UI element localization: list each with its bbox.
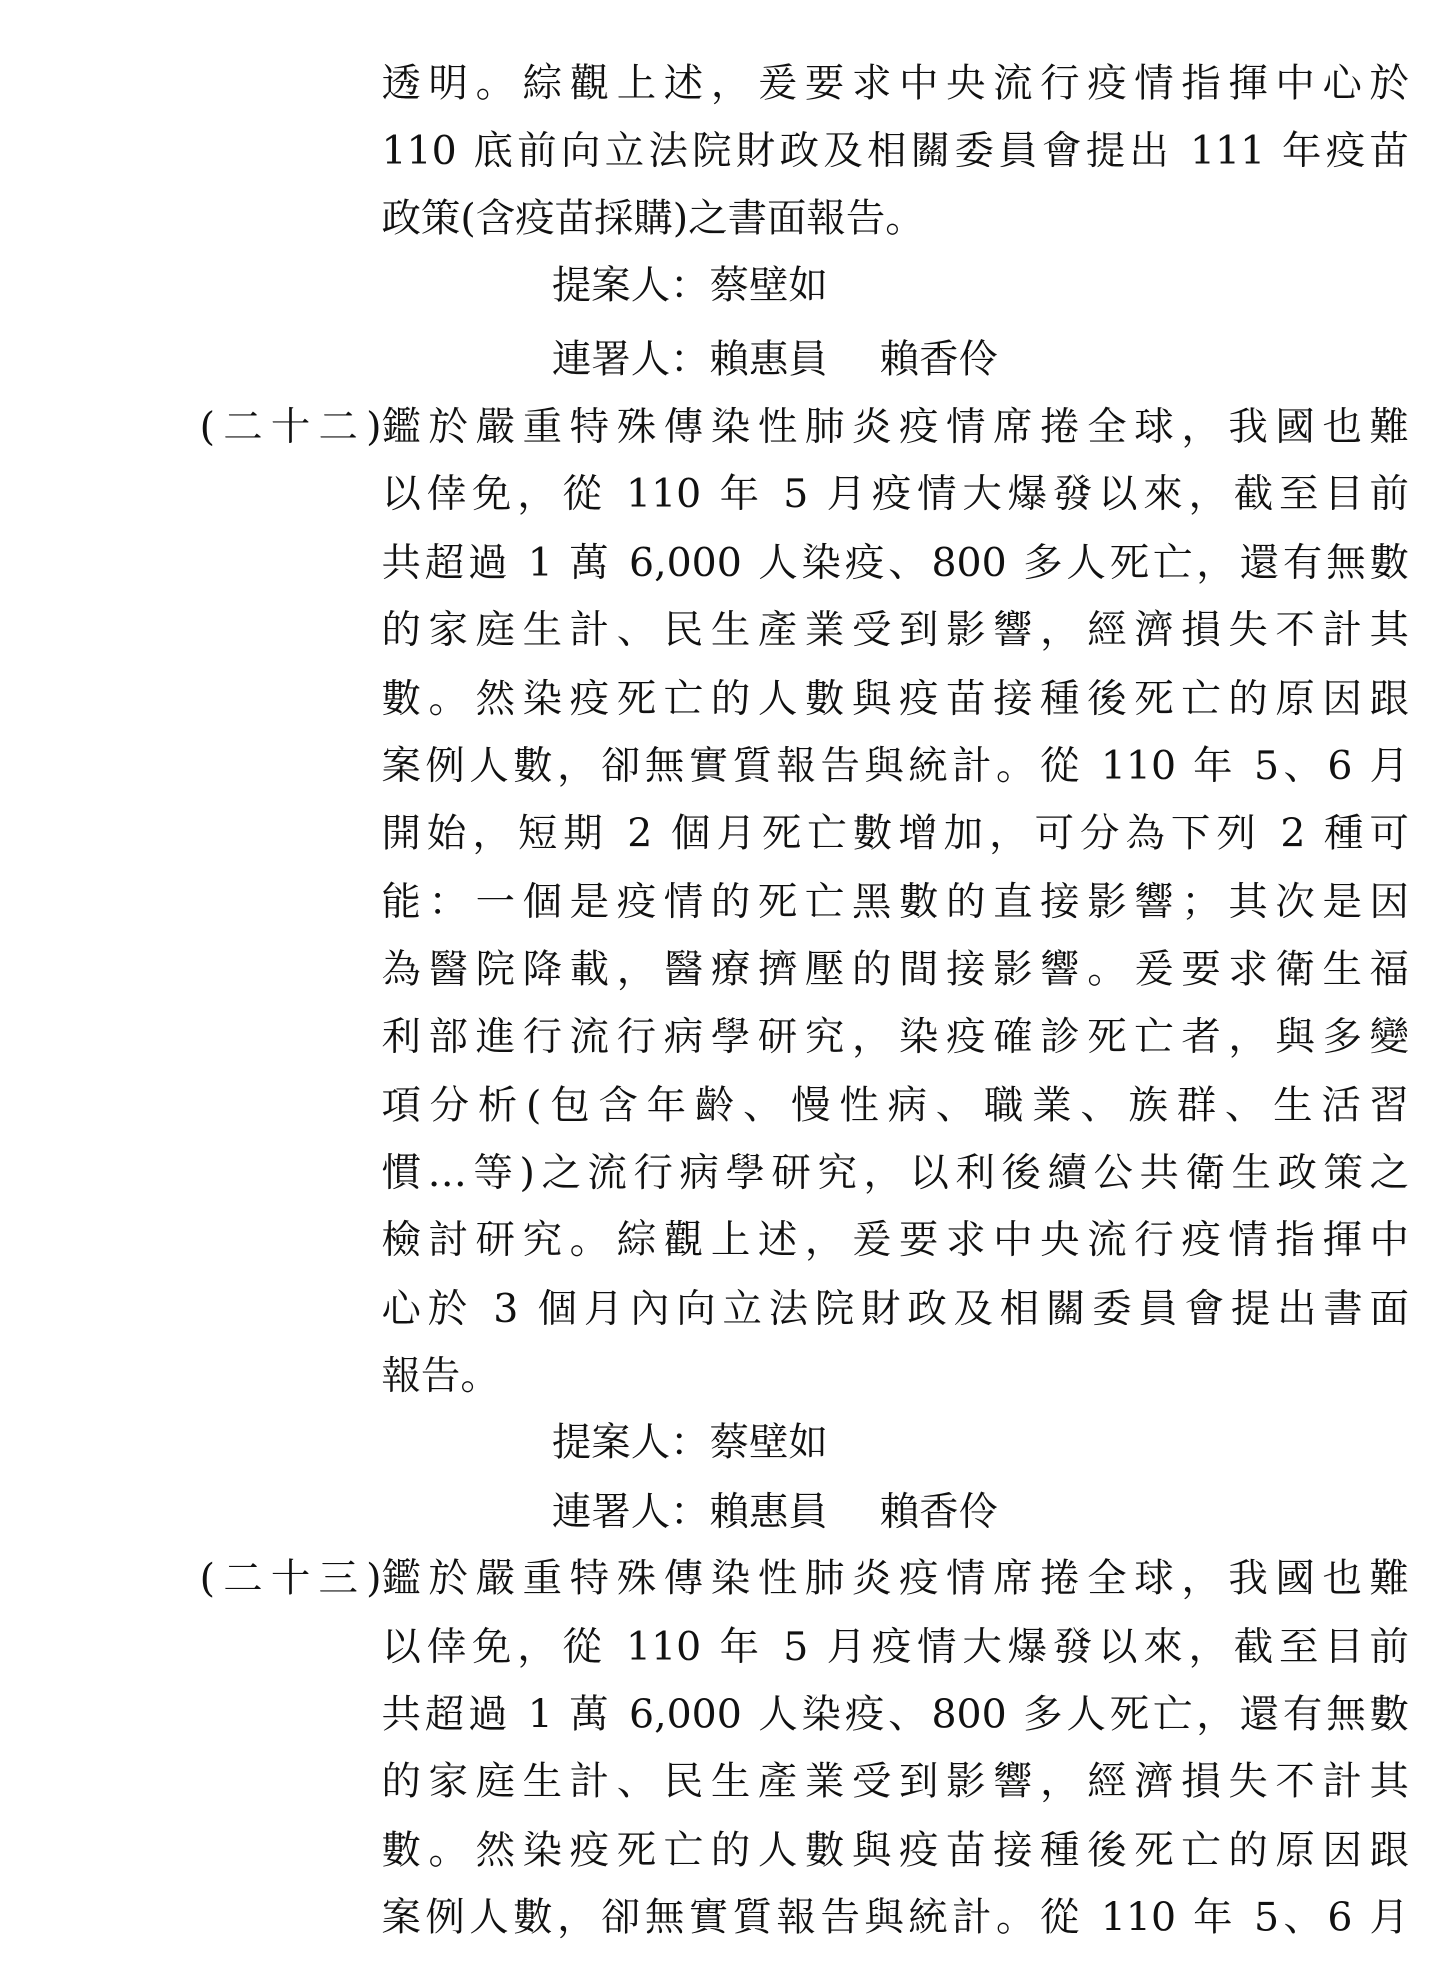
item-number-23: (二十三) [199, 1555, 382, 1602]
paragraph-line: 項分析(包含年齡、慢性病、職業、族群、生活習 [381, 1082, 1409, 1129]
paragraph-line: 共超過 1 萬 6,000 人染疫、800 多人死亡，還有無數 [381, 540, 1409, 586]
paragraph-line: 檢討研究。綜觀上述，爰要求中央流行疫情指揮中 [381, 1217, 1409, 1264]
paragraph-line: 共超過 1 萬 6,000 人染疫、800 多人死亡，還有無數 [381, 1691, 1409, 1738]
paragraph-line: 能：一個是疫情的死亡黑數的直接影響；其次是因 [381, 879, 1409, 926]
paragraph-line: 報告。 [381, 1353, 500, 1400]
paragraph-line: 的家庭生計、民生產業受到影響，經濟損失不計其 [381, 607, 1409, 654]
paragraph-line: 以倖免，從 110 年 5 月疫情大爆發以來，截至目前 [381, 1624, 1409, 1671]
paragraph-line: 案例人數，卻無實質報告與統計。從 110 年 5、6 月 [381, 1895, 1409, 1941]
paragraph-line: 的家庭生計、民生產業受到影響，經濟損失不計其 [381, 1759, 1409, 1805]
cosigner-line: 連署人：賴惠員 賴香伶 [551, 1489, 999, 1536]
paragraph-line: 政策(含疫苗採購)之書面報告。 [381, 195, 925, 242]
proposer-line: 提案人：蔡壁如 [551, 1419, 828, 1466]
proposer-line: 提案人：蔡壁如 [551, 263, 828, 309]
paragraph-line: 以倖免，從 110 年 5 月疫情大爆發以來，截至目前 [381, 471, 1409, 518]
paragraph-line: 心於 3 個月內向立法院財政及相關委員會提出書面 [381, 1286, 1409, 1333]
paragraph-line: 鑑於嚴重特殊傳染性肺炎疫情席捲全球，我國也難 [381, 404, 1409, 450]
cosigner-line: 連署人：賴惠員 賴香伶 [551, 336, 999, 383]
paragraph-line: 慣…等)之流行病學研究，以利後續公共衛生政策之 [381, 1150, 1409, 1197]
paragraph-line: 為醫院降載，醫療擠壓的間接影響。爰要求衛生福 [381, 946, 1409, 993]
paragraph-line: 鑑於嚴重特殊傳染性肺炎疫情席捲全球，我國也難 [381, 1555, 1409, 1602]
paragraph-line: 開始，短期 2 個月死亡數增加，可分為下列 2 種可 [381, 810, 1409, 857]
paragraph-line: 數。然染疫死亡的人數與疫苗接種後死亡的原因跟 [381, 676, 1409, 722]
paragraph-line: 利部進行流行病學研究，染疫確診死亡者，與多變 [381, 1014, 1409, 1061]
paragraph-line: 數。然染疫死亡的人數與疫苗接種後死亡的原因跟 [381, 1827, 1409, 1874]
item-number-22: (二十二) [199, 404, 382, 450]
paragraph-line: 案例人數，卻無實質報告與統計。從 110 年 5、6 月 [381, 743, 1409, 790]
paragraph-line: 透明。綜觀上述，爰要求中央流行疫情指揮中心於 [381, 61, 1409, 107]
paragraph-line: 110 底前向立法院財政及相關委員會提出 111 年疫苗 [381, 128, 1409, 175]
